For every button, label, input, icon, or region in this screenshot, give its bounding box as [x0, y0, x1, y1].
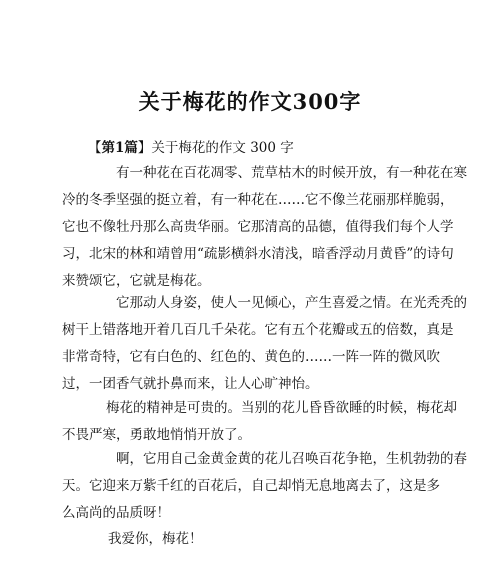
paragraph-3	[62, 395, 457, 449]
paragraph-4	[62, 446, 467, 527]
paragraph-line: 么高尚的品质呀！	[62, 505, 170, 521]
paragraph-line: 啊，它用自己金黄金黄的花儿召唤百花争艳，生机勃勃的春	[116, 451, 467, 467]
paragraph-line: 冷的冬季坚强的挺立着，有一种花在……它不像兰花丽那样脆弱，	[62, 192, 454, 208]
paragraph-line: 梅花的精神是可贵的。当别的花儿昏昏欲睡的时候，梅花却	[106, 400, 457, 416]
paragraph-2	[62, 290, 467, 398]
paragraph-line: 它那动人身姿，使人一见倾心，产生喜爱之情。在光秃秃的	[116, 295, 467, 311]
paragraph-line: 树干上错落地开着几百几千朵花。它有五个花瓣或五的倍数，真是	[62, 322, 454, 338]
paragraph-line: 过，一团香气就扑鼻而来，让人心旷神怡。	[62, 376, 319, 392]
section-heading	[88, 136, 294, 156]
paragraph-line: 有一种花在百花凋零、荒草枯木的时候开放，有一种花在寒	[116, 165, 467, 181]
section-heading-text: 】关于梅花的作文 300 字	[137, 140, 294, 156]
section-number: 第1篇	[101, 140, 138, 156]
paragraph-line: 非常奇特，它有白色的、红色的、黄色的……一阵一阵的微风吹	[62, 349, 440, 365]
paragraph-line: 天。它迎来万紫千红的百花后，自己却悄无息地离去了，这是多	[62, 478, 440, 494]
section-bracket-open: 【	[88, 140, 102, 156]
paragraph-line: 不畏严寒，勇敢地悄悄开放了。	[62, 427, 251, 443]
paragraph-line: 习，北宋的林和靖曾用“疏影横斜水清浅，暗香浮动月黄昏”的诗句	[62, 246, 454, 262]
document-title: 关于梅花的作文300字	[138, 89, 362, 114]
paragraph-1	[62, 160, 467, 295]
paragraph-5	[62, 526, 452, 553]
paragraph-line: 来赞颂它，它就是梅花。	[62, 273, 211, 289]
paragraph-line: 我爱你，梅花！	[108, 531, 203, 547]
paragraph-line: 它也不像牡丹那么高贵华丽。它那清高的品德，值得我们每个人学	[62, 219, 454, 235]
